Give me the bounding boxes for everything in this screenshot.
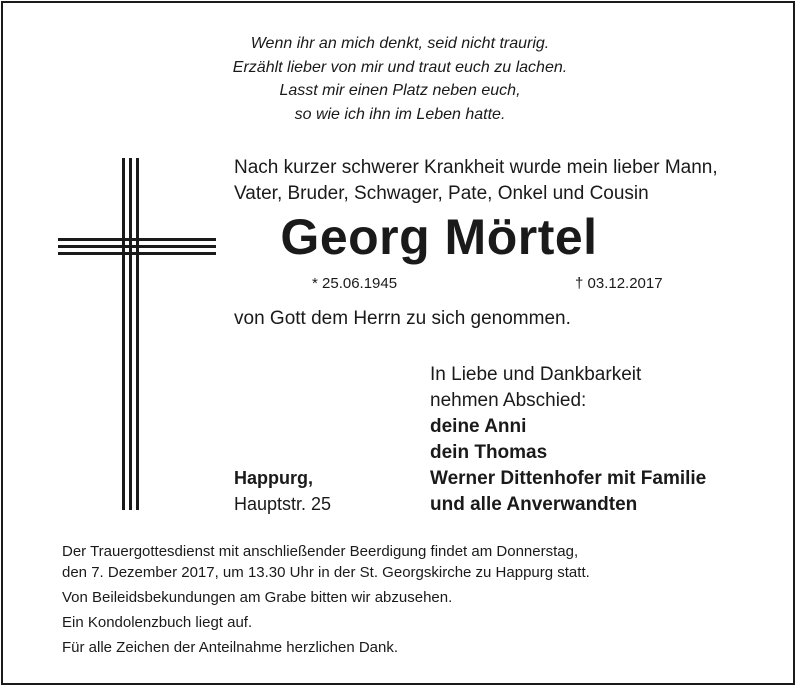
poem-line: Lasst mir einen Platz neben euch, <box>279 82 521 99</box>
note-line: Von Beileidsbekundungen am Grabe bitten wir abzusehen. <box>62 589 453 606</box>
deceased-name: Georg Mörtel <box>280 209 598 265</box>
address <box>234 465 331 517</box>
note-line: Der Trauergottesdienst mit anschließender Beerdigung findet am Donnerstag, <box>62 543 579 560</box>
farewell-line: nehmen Abschied: <box>430 390 587 411</box>
address-place: Happurg, <box>234 468 313 488</box>
intro-line: Vater, Bruder, Schwager, Pate, Onkel und Cousin <box>234 183 649 204</box>
note-line: den 7. Dezember 2017, um 13.30 Uhr in der St. Georgskirche zu Happurg statt. <box>62 564 590 581</box>
intro-text <box>234 155 718 207</box>
intro-line: Nach kurzer schwerer Krankheit wurde mein lieber Mann, <box>234 157 718 178</box>
farewell-line: In Liebe und Dankbarkeit <box>430 364 642 385</box>
poem-line: Wenn ihr an mich denkt, seid nicht traurig. <box>250 35 550 52</box>
address-street: Hauptstr. 25 <box>234 494 332 514</box>
poem-line: Erzählt lieber von mir und traut euch zu lachen. <box>232 58 568 76</box>
taken-line: von Gott dem Herrn zu sich genommen. <box>234 308 571 329</box>
mourner: deine Anni <box>430 416 527 437</box>
birth-date: * 25.06.1945 <box>312 275 398 292</box>
mourner: Werner Dittenhofer mit Familie <box>430 468 707 489</box>
death-date: † 03.12.2017 <box>575 275 663 292</box>
note-line: Für alle Zeichen der Anteilnahme herzlichen Dank. <box>62 639 399 656</box>
poem <box>0 32 800 126</box>
mourner: und alle Anverwandten <box>430 494 638 515</box>
note-line: Ein Kondolenzbuch liegt auf. <box>62 614 253 631</box>
poem-line: so wie ich ihn im Leben hatte. <box>294 105 506 123</box>
service-notes <box>62 541 590 658</box>
farewell-block <box>430 362 706 518</box>
mourner: dein Thomas <box>430 442 548 463</box>
